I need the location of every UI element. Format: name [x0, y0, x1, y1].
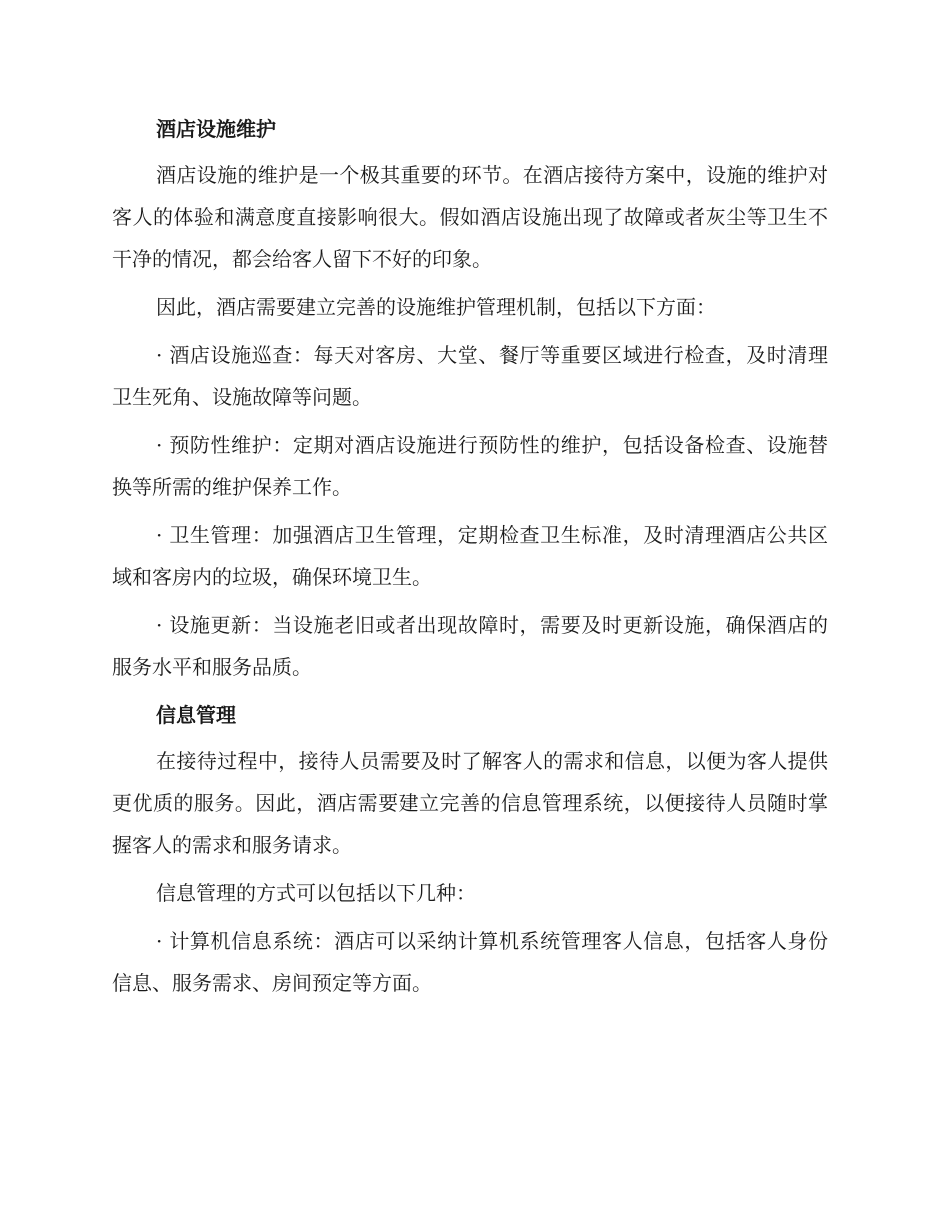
bullet-item: · 计算机信息系统：酒店可以采纳计算机系统管理客人信息，包括客人身份信息、服务需求、房间预定等方面。	[112, 929, 828, 995]
paragraph: 信息管理的方式可以包括以下几种：	[156, 881, 476, 905]
section-heading-information-management: 信息管理	[156, 703, 236, 727]
bullet-item: · 设施更新：当设施老旧或者出现故障时，需要及时更新设施，确保酒店的服务水平和服务品质。	[112, 613, 828, 679]
bullet-item: · 卫生管理：加强酒店卫生管理，定期检查卫生标准，及时清理酒店公共区域和客房内的垃圾，确保环境卫生。	[112, 523, 828, 589]
document-body	[112, 108, 828, 1010]
bullet-item: · 预防性维护：定期对酒店设施进行预防性的维护，包括设备检查、设施替换等所需的维护保养工作。	[112, 433, 828, 499]
paragraph: 酒店设施的维护是一个极其重要的环节。在酒店接待方案中，设施的维护对客人的体验和满意度直接影响很大。假如酒店设施出现了故障或者灰尘等卫生不干净的情况，都会给客人留下不好的印象。	[112, 163, 828, 271]
paragraph: 因此，酒店需要建立完善的设施维护管理机制，包括以下方面：	[156, 295, 716, 319]
bullet-item: · 酒店设施巡查：每天对客房、大堂、餐厅等重要区域进行检查，及时清理卫生死角、设施故障等问题。	[112, 343, 828, 409]
paragraph: 在接待过程中，接待人员需要及时了解客人的需求和信息，以便为客人提供更优质的服务。因此，酒店需要建立完善的信息管理系统，以便接待人员随时掌握客人的需求和服务请求。	[112, 749, 828, 857]
section-heading-facility-maintenance: 酒店设施维护	[156, 117, 276, 141]
